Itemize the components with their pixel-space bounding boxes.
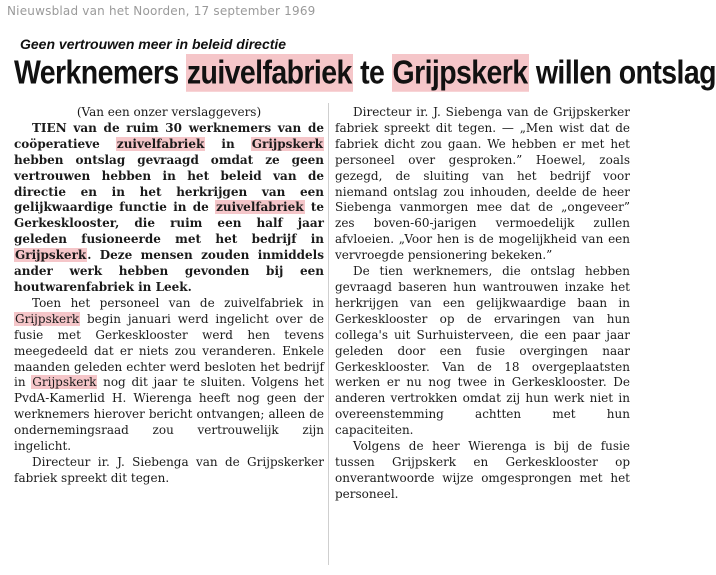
headline (14, 54, 716, 93)
highlight-term: Grijpskerk (15, 248, 87, 263)
lead-paragraph (14, 121, 324, 296)
right-column (335, 105, 630, 503)
headline-text: Werknemers (14, 54, 186, 92)
text-run: te Gerkesklooster, die ruim een half jaar geleden fusioneerde met het bedrijf in (14, 200, 324, 247)
body-paragraph: Directeur ir. J. Siebenga van de Grijpskerker fabriek spreekt dit tegen. (14, 454, 324, 485)
body-paragraph: Volgens de heer Wierenga is bij de fusie tussen Grijpskerk en Gerkesklooster op onverantwoorde wijze omgesprongen met het personeel. (335, 439, 630, 501)
body-paragraph (14, 296, 324, 455)
highlight-term: Grijpskerk (15, 311, 80, 326)
highlight-term: Grijpskerk (251, 136, 323, 151)
body-paragraph: Directeur ir. J. Siebenga van de Grijpskerker fabriek spreekt dit tegen. — „Men wist dat de fabriek dicht zou gaan. We hebben er met het personeel over gesproken.” Hoewel, zoals gezegd, de sluiting van het bedrijf voor niemand ontslag zou inhouden, deelde de heer Siebenga vanmorgen mee dat de „ongeveer” zes boven-60-jarigen vermoedelijk zullen afvloeien. „Voor hen is de mogelijkheid van een vervroegde pensionering bekeken.” (335, 105, 630, 263)
text-run: hebben ontslag gevraagd omdat ze geen vertrouwen hebben in het beleid van de directie en in het herkrijgen van een gelijkwaardige functie in de (14, 152, 324, 215)
headline-highlight-zuivelfabriek: zuivelfabriek (186, 54, 352, 92)
column-divider (328, 103, 329, 565)
text-run: TIEN van de ruim 30 werknemers van de coöperatieve (14, 120, 324, 151)
text-run: begin januari werd ingelicht over de fusie met Gerkesklooster werd hen tevens meegedeeld dat er niets zou veranderen. Enkele maanden geleden echter werd besloten het bedrijf in (14, 311, 324, 390)
source-line: Nieuwsblad van het Noorden, 17 september 1969 (7, 4, 316, 18)
text-run: . Deze mensen zouden inmiddels ander werk hebben gevonden bij een houtwarenfabriek in Leek. (14, 248, 324, 294)
highlight-term: zuivelfabriek (216, 200, 304, 215)
byline: (Van een onzer verslaggevers) (76, 105, 262, 119)
highlight-term: Grijpskerk (32, 375, 97, 390)
text-run: Toen het personeel van de zuivelfabriek in (32, 295, 324, 310)
headline-text: willen ontslag (528, 54, 716, 92)
body-paragraph: De tien werknemers, die ontslag hebben gevraagd baseren hun wantrouwen inzake het herkrijgen van een gelijkwaardige baan in Gerkesklooster op de ervaringen van hun collega's uit Surhuisterveen, die een paar jaar geleden door een fusie overgingen naar Gerkesklooster. Van de 18 overgeplaatsten werken er nu nog twee in Gerkesklooster. De anderen vertrokken omdat zij hun werk niet in overeenstemming achtten met hun capaciteiten. (335, 264, 630, 438)
headline-highlight-grijpskerk: Grijpskerk (392, 54, 528, 92)
headline-text: te (352, 54, 392, 92)
highlight-term: zuivelfabriek (116, 136, 205, 151)
kicker-heading: Geen vertrouwen meer in beleid directie (20, 36, 287, 52)
text-run: nog dit jaar te sluiten. Volgens het PvdA-Kamerlid H. Wierenga heeft nog geen der werknemers hierover bericht ontvangen; alleen de ondernemingsraad zou vertrouwelijk zijn ingelicht. (14, 375, 324, 454)
left-column (14, 105, 324, 487)
text-run: in (205, 136, 251, 151)
